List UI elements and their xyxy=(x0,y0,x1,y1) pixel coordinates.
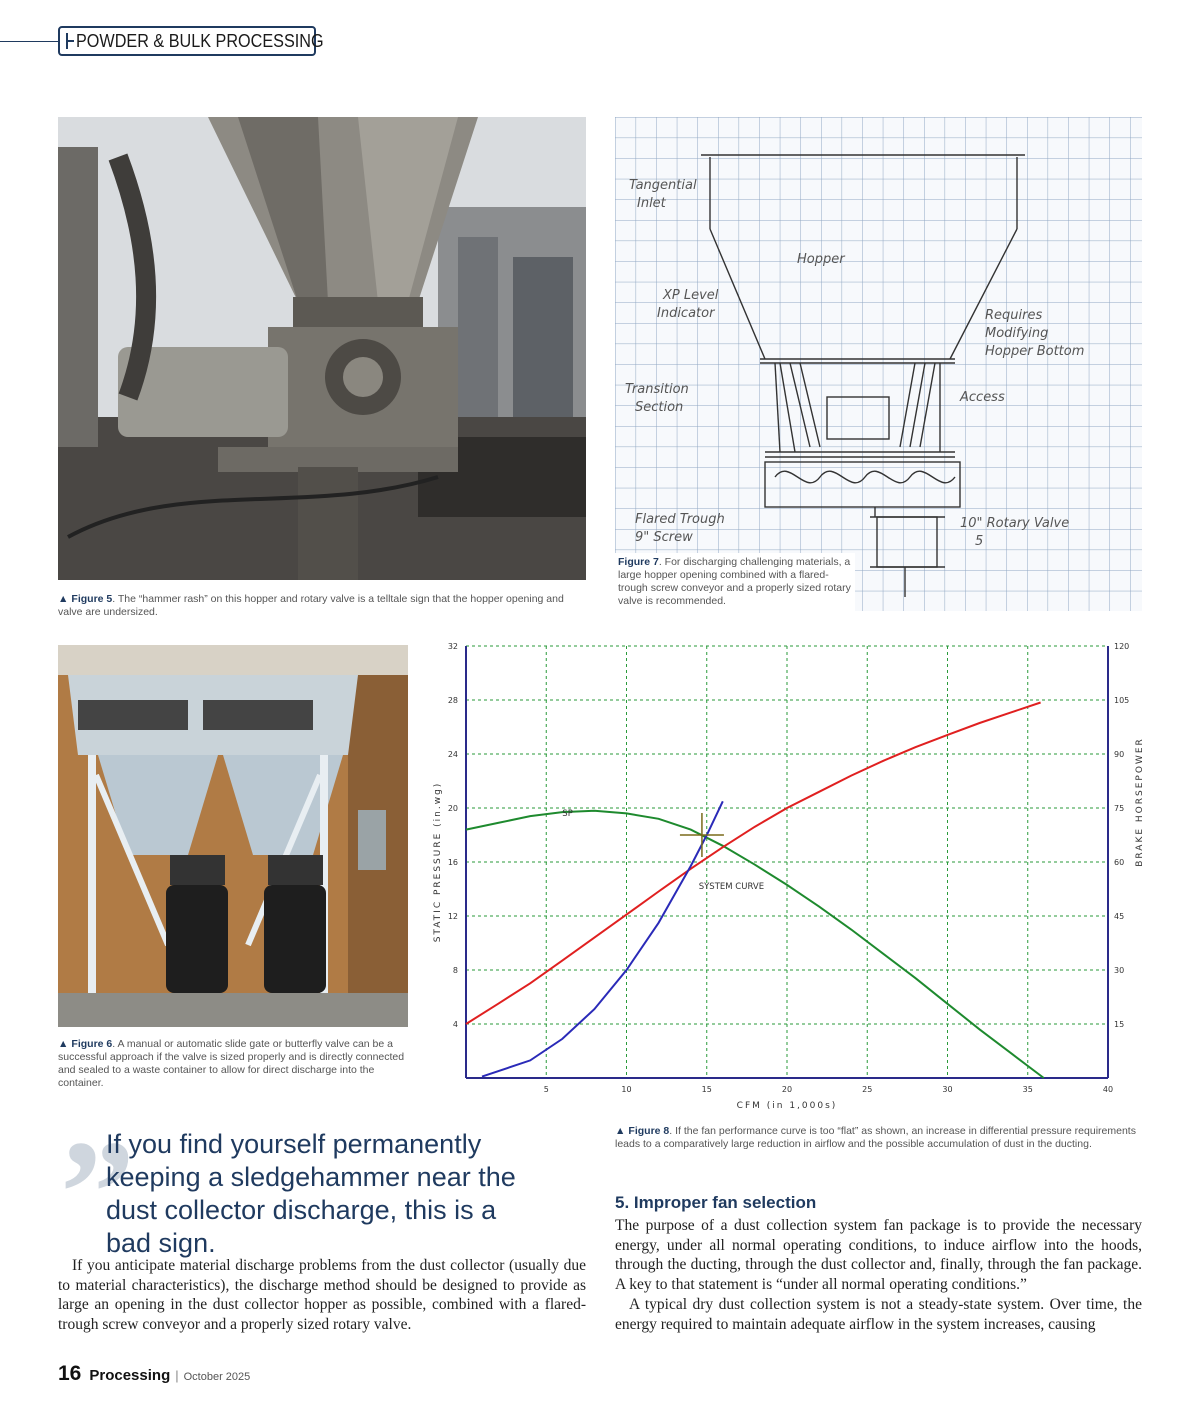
page-number: 16 xyxy=(58,1362,82,1385)
body-paragraph-right-2: A typical dry dust collection system is not a steady-state system. Over time, the energy required to maintain adequate airflow in the system increases, causing xyxy=(615,1296,1142,1333)
section-title: POWDER & BULK PROCESSING xyxy=(76,30,324,51)
x-tick-label: 40 xyxy=(1102,1085,1114,1094)
x-axis-title: CFM (in 1,000s) xyxy=(736,1101,838,1111)
magazine-name: Processing xyxy=(89,1367,171,1384)
x-tick-label: 35 xyxy=(1022,1085,1033,1094)
annotation-modify-1: Requires xyxy=(985,308,1043,323)
annotation-rotary-2: 5 xyxy=(975,534,984,549)
y-tick-label: 20 xyxy=(447,804,458,813)
annotation-modify-2: Modifying xyxy=(985,326,1049,341)
section-tag-mark xyxy=(66,33,68,49)
figure5-photo xyxy=(58,117,586,580)
y-tick-label: 16 xyxy=(447,858,458,867)
x-tick-label: 30 xyxy=(942,1085,953,1094)
figure5-caption xyxy=(58,593,588,619)
y2-tick-label: 75 xyxy=(1114,804,1125,813)
annotation-transition-2: Section xyxy=(635,400,684,415)
series-annotation: SP xyxy=(562,809,573,820)
y2-tick-label: 60 xyxy=(1114,858,1125,867)
y2-tick-label: 45 xyxy=(1114,912,1125,921)
figure7-sketch xyxy=(615,117,1142,611)
x-tick-label: 25 xyxy=(862,1085,873,1094)
annotation-flared-2: 9" Screw xyxy=(635,530,693,545)
section-tag xyxy=(58,26,324,56)
caption-triangle-icon: ▲ xyxy=(615,1125,626,1137)
annotation-rotary-1: 10" Rotary Valve xyxy=(960,516,1070,531)
figure7-caption-text: . For discharging challenging materials, a large hopper opening combined with a flared-trough screw conveyor and a properly sized rotary valve is recommended. xyxy=(618,556,851,607)
caption-triangle-icon: ▲ xyxy=(58,593,69,605)
body-paragraph-left: If you anticipate material discharge problems from the dust collector (usually due to material characteristics), the discharge method should be designed to provide as large an opening in the dust collector hopper as possible, combined with a flared-trough screw conveyor and a properly sized rotary valve. xyxy=(58,1257,586,1333)
annotation-level-2: Indicator xyxy=(657,306,715,321)
annotation-tangential-1: Tangential xyxy=(629,178,697,193)
y-tick-label: 32 xyxy=(447,642,458,651)
figure6-caption xyxy=(58,1038,408,1090)
footer-separator: | xyxy=(175,1368,179,1383)
y2-axis-title: BRAKE HORSEPOWER xyxy=(1135,737,1145,867)
figure8-caption xyxy=(615,1125,1145,1151)
series-annotation: SYSTEM CURVE xyxy=(698,882,765,892)
annotation-tangential-2: Inlet xyxy=(637,196,666,211)
y-tick-label: 12 xyxy=(447,912,458,921)
quote-mark-icon: ” xyxy=(60,1110,135,1276)
y-tick-label: 24 xyxy=(447,750,458,759)
annotation-modify-3: Hopper Bottom xyxy=(985,344,1085,359)
section-heading: 5. Improper fan selection xyxy=(615,1193,817,1212)
y2-tick-label: 15 xyxy=(1114,1020,1125,1029)
y-tick-label: 8 xyxy=(452,966,458,975)
y-tick-label: 28 xyxy=(447,696,458,705)
figure8-caption-text: . If the fan performance curve is too “flat” as shown, an increase in differential pressure requirements leads to a comparatively large reduction in airflow and the possible accumulation of dust in the ducting. xyxy=(615,1125,1136,1150)
y2-tick-label: 90 xyxy=(1114,750,1125,759)
issue-date: October 2025 xyxy=(183,1371,251,1383)
annotation-level-1: XP Level xyxy=(663,288,719,303)
annotation-hopper: Hopper xyxy=(797,252,845,267)
y2-tick-label: 30 xyxy=(1114,966,1125,975)
annotation-transition-1: Transition xyxy=(625,382,689,397)
body-paragraph-right-1: The purpose of a dust collection system fan package is to provide the necessary energy, under all normal operating conditions, to induce airflow into the hoods, through the ducting, through the dust collector and, finally, through the fan package. A key to that statement is “under all normal operating conditions.” xyxy=(615,1217,1142,1293)
y-axis-title: STATIC PRESSURE (in.wg) xyxy=(433,781,443,943)
figure7-caption xyxy=(618,556,854,608)
header-rule xyxy=(0,41,60,42)
figure5-label: Figure 5 xyxy=(71,593,113,605)
y2-tick-label: 105 xyxy=(1114,696,1130,705)
x-tick-label: 20 xyxy=(781,1085,793,1094)
x-tick-label: 5 xyxy=(543,1085,549,1094)
x-tick-label: 15 xyxy=(701,1085,712,1094)
x-tick-label: 10 xyxy=(621,1085,632,1094)
caption-triangle-icon: ▲ xyxy=(58,1038,69,1050)
chart-grid xyxy=(466,646,1108,1078)
figure5-caption-text: . The “hammer rash” on this hopper and rotary valve is a telltale sign that the hopper opening and valve are undersized. xyxy=(58,593,564,618)
figure8-label: Figure 8 xyxy=(628,1125,670,1137)
fan-performance-chart xyxy=(418,636,1146,1114)
figure6-label: Figure 6 xyxy=(71,1038,113,1050)
pull-quote: If you find yourself permanently keeping a sledgehammer near the dust collector discharge, this is a bad sign. xyxy=(106,1129,516,1258)
figure6-photo xyxy=(58,645,408,1027)
footer xyxy=(58,1362,250,1386)
figure7-label: Figure 7 xyxy=(618,556,659,568)
annotation-access: Access xyxy=(960,390,1005,405)
figure6-caption-text: . A manual or automatic slide gate or butterfly valve can be a successful approach if the valve is sized properly and is directly connected and sealed to a waste container to allow for direct discharge into the container. xyxy=(58,1038,405,1089)
y2-tick-label: 120 xyxy=(1114,642,1130,651)
annotation-flared-1: Flared Trough xyxy=(635,512,725,527)
y-tick-label: 4 xyxy=(452,1020,458,1029)
